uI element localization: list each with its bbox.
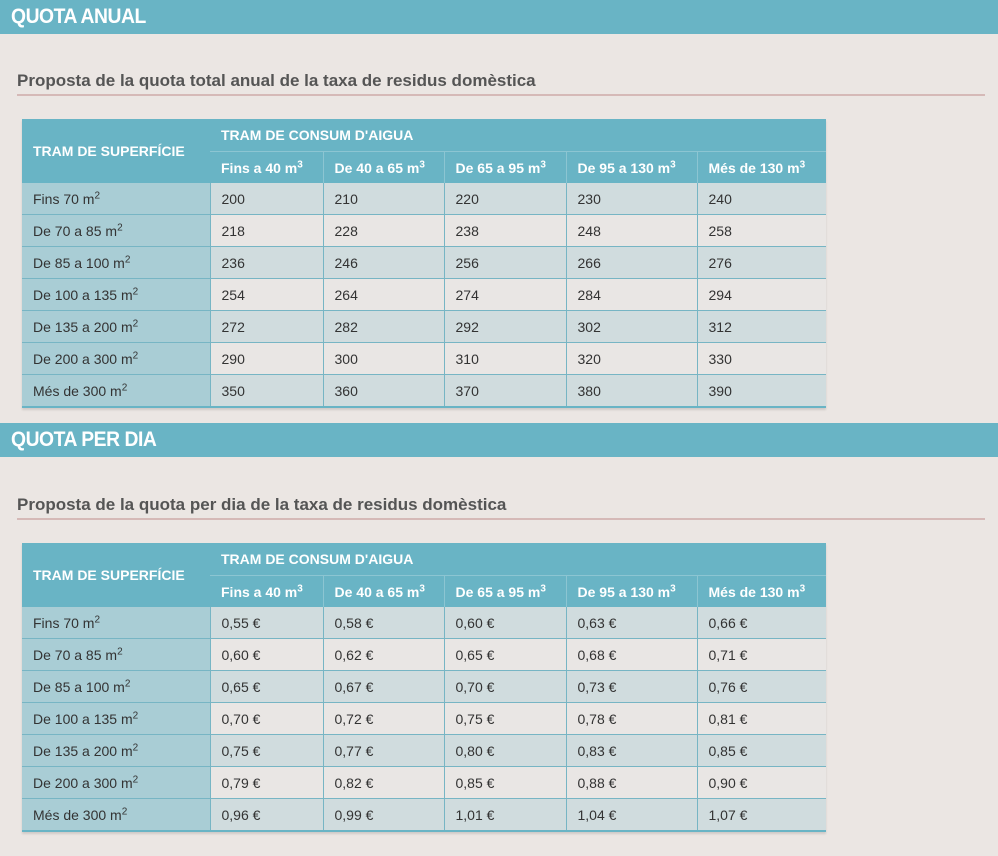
table-cell: 350 bbox=[210, 375, 323, 408]
column-header-label: Més de 130 m bbox=[708, 583, 800, 600]
group-header-label: TRAM DE CONSUM D'AIGUA bbox=[210, 543, 826, 576]
table-cell: 248 bbox=[566, 215, 697, 247]
table-cell: 258 bbox=[697, 215, 826, 247]
row-label bbox=[22, 703, 210, 735]
table-cell: 210 bbox=[323, 183, 444, 215]
row-header-label: TRAM DE SUPERFÍCIE bbox=[22, 543, 210, 607]
unit-exponent: 2 bbox=[132, 349, 139, 361]
table-cell: 0,66 € bbox=[697, 607, 826, 639]
table-row bbox=[22, 247, 826, 279]
row-label bbox=[22, 799, 210, 832]
table-row bbox=[22, 311, 826, 343]
unit-exponent: 2 bbox=[132, 709, 139, 721]
table-cell: 218 bbox=[210, 215, 323, 247]
table-row bbox=[22, 607, 826, 639]
table-cell: 0,88 € bbox=[566, 767, 697, 799]
table-cell: 0,63 € bbox=[566, 607, 697, 639]
table-cell: 294 bbox=[697, 279, 826, 311]
table-cell: 290 bbox=[210, 343, 323, 375]
unit-exponent: 3 bbox=[799, 158, 806, 170]
row-label bbox=[22, 279, 210, 311]
unit-exponent: 2 bbox=[117, 645, 123, 657]
table-cell: 0,77 € bbox=[323, 735, 444, 767]
column-header bbox=[697, 576, 826, 608]
table-cell: 0,68 € bbox=[566, 639, 697, 671]
group-header-label: TRAM DE CONSUM D'AIGUA bbox=[210, 119, 826, 152]
row-label bbox=[22, 247, 210, 279]
row-label-text: De 70 a 85 m bbox=[33, 222, 118, 239]
column-header-label: Fins a 40 m bbox=[221, 159, 298, 176]
column-header bbox=[210, 152, 323, 184]
unit-exponent: 3 bbox=[670, 158, 676, 170]
table-cell: 240 bbox=[697, 183, 826, 215]
row-label bbox=[22, 767, 210, 799]
table-cell: 1,07 € bbox=[697, 799, 826, 832]
row-label-text: De 100 a 135 m bbox=[33, 286, 133, 303]
unit-exponent: 3 bbox=[419, 582, 425, 594]
table-cell: 390 bbox=[697, 375, 826, 408]
row-label-text: De 100 a 135 m bbox=[33, 710, 133, 727]
column-header bbox=[444, 576, 566, 608]
table-cell: 0,70 € bbox=[210, 703, 323, 735]
unit-exponent: 2 bbox=[121, 381, 128, 393]
table-cell: 282 bbox=[323, 311, 444, 343]
table-row bbox=[22, 799, 826, 832]
column-header-label: De 40 a 65 m bbox=[334, 583, 420, 600]
table-cell: 0,90 € bbox=[697, 767, 826, 799]
row-label bbox=[22, 343, 210, 375]
unit-exponent: 2 bbox=[132, 773, 139, 785]
table-cell: 0,67 € bbox=[323, 671, 444, 703]
column-header-label: De 95 a 130 m bbox=[577, 159, 671, 176]
unit-exponent: 3 bbox=[419, 158, 425, 170]
column-header bbox=[566, 152, 697, 184]
section-subtitle: Proposta de la quota total anual de la taxa de residus domèstica bbox=[17, 70, 985, 96]
row-label-text: De 200 a 300 m bbox=[33, 350, 133, 367]
column-header-label: Fins a 40 m bbox=[221, 583, 298, 600]
unit-exponent: 2 bbox=[132, 285, 139, 297]
unit-exponent: 2 bbox=[124, 677, 131, 689]
table-cell: 0,58 € bbox=[323, 607, 444, 639]
table-row bbox=[22, 215, 826, 247]
unit-exponent: 2 bbox=[121, 805, 128, 817]
table-cell: 1,04 € bbox=[566, 799, 697, 832]
table-cell: 292 bbox=[444, 311, 566, 343]
table-cell: 0,99 € bbox=[323, 799, 444, 832]
row-label-text: Més de 300 m bbox=[33, 382, 122, 399]
table-row bbox=[22, 639, 826, 671]
table-cell: 228 bbox=[323, 215, 444, 247]
table-row bbox=[22, 279, 826, 311]
unit-exponent: 3 bbox=[799, 582, 806, 594]
table-row bbox=[22, 671, 826, 703]
table-cell: 264 bbox=[323, 279, 444, 311]
unit-exponent: 2 bbox=[117, 221, 123, 233]
table-cell: 312 bbox=[697, 311, 826, 343]
table-cell: 0,75 € bbox=[444, 703, 566, 735]
row-label bbox=[22, 607, 210, 639]
table-cell: 0,79 € bbox=[210, 767, 323, 799]
table-cell: 256 bbox=[444, 247, 566, 279]
column-header-label: De 65 a 95 m bbox=[455, 159, 541, 176]
table-cell: 0,60 € bbox=[444, 607, 566, 639]
table-cell: 380 bbox=[566, 375, 697, 408]
row-label-text: Més de 300 m bbox=[33, 806, 122, 823]
column-header-label: Més de 130 m bbox=[708, 159, 800, 176]
unit-exponent: 2 bbox=[124, 253, 131, 265]
table-cell: 0,96 € bbox=[210, 799, 323, 832]
table-cell: 310 bbox=[444, 343, 566, 375]
table-cell: 0,55 € bbox=[210, 607, 323, 639]
row-label bbox=[22, 311, 210, 343]
table-cell: 0,78 € bbox=[566, 703, 697, 735]
table-cell: 0,85 € bbox=[697, 735, 826, 767]
section-heading-quota-anual bbox=[0, 0, 998, 34]
table-cell: 302 bbox=[566, 311, 697, 343]
table-row bbox=[22, 183, 826, 215]
row-label-text: Fins 70 m bbox=[33, 190, 95, 207]
table-cell: 0,65 € bbox=[444, 639, 566, 671]
table-cell: 0,72 € bbox=[323, 703, 444, 735]
unit-exponent: 3 bbox=[670, 582, 676, 594]
row-label-text: De 70 a 85 m bbox=[33, 646, 118, 663]
column-header-label: De 40 a 65 m bbox=[334, 159, 420, 176]
table-cell: 254 bbox=[210, 279, 323, 311]
column-header-label: De 65 a 95 m bbox=[455, 583, 541, 600]
table-cell: 236 bbox=[210, 247, 323, 279]
table-cell: 266 bbox=[566, 247, 697, 279]
table-cell: 0,70 € bbox=[444, 671, 566, 703]
table-cell: 0,80 € bbox=[444, 735, 566, 767]
table-cell: 1,01 € bbox=[444, 799, 566, 832]
table-cell: 274 bbox=[444, 279, 566, 311]
column-header bbox=[444, 152, 566, 184]
table-row bbox=[22, 375, 826, 408]
column-header bbox=[323, 576, 444, 608]
section-subtitle: Proposta de la quota per dia de la taxa de residus domèstica bbox=[17, 494, 985, 520]
column-header bbox=[323, 152, 444, 184]
daily-fee-table bbox=[22, 543, 826, 832]
unit-exponent: 3 bbox=[297, 582, 303, 594]
table-cell: 0,65 € bbox=[210, 671, 323, 703]
table-cell: 0,73 € bbox=[566, 671, 697, 703]
column-header-label: De 95 a 130 m bbox=[577, 583, 671, 600]
row-label-text: De 135 a 200 m bbox=[33, 318, 133, 335]
table-cell: 230 bbox=[566, 183, 697, 215]
column-header bbox=[697, 152, 826, 184]
table-row bbox=[22, 343, 826, 375]
row-label bbox=[22, 215, 210, 247]
table-cell: 0,71 € bbox=[697, 639, 826, 671]
table-cell: 0,83 € bbox=[566, 735, 697, 767]
column-header bbox=[210, 576, 323, 608]
row-label-text: De 85 a 100 m bbox=[33, 678, 125, 695]
table-cell: 0,75 € bbox=[210, 735, 323, 767]
table-cell: 300 bbox=[323, 343, 444, 375]
row-label-text: De 85 a 100 m bbox=[33, 254, 125, 271]
table-cell: 320 bbox=[566, 343, 697, 375]
unit-exponent: 3 bbox=[540, 582, 546, 594]
table-cell: 0,85 € bbox=[444, 767, 566, 799]
row-label-text: Fins 70 m bbox=[33, 614, 95, 631]
unit-exponent: 3 bbox=[540, 158, 546, 170]
table-cell: 276 bbox=[697, 247, 826, 279]
unit-exponent: 3 bbox=[297, 158, 303, 170]
unit-exponent: 2 bbox=[132, 317, 139, 329]
annual-fee-table bbox=[22, 119, 826, 408]
table-cell: 200 bbox=[210, 183, 323, 215]
row-label-text: De 200 a 300 m bbox=[33, 774, 133, 791]
table-cell: 360 bbox=[323, 375, 444, 408]
row-label bbox=[22, 375, 210, 408]
unit-exponent: 2 bbox=[94, 613, 101, 625]
table-cell: 0,60 € bbox=[210, 639, 323, 671]
table-cell: 370 bbox=[444, 375, 566, 408]
table-cell: 238 bbox=[444, 215, 566, 247]
table-cell: 0,76 € bbox=[697, 671, 826, 703]
row-label bbox=[22, 639, 210, 671]
table-cell: 330 bbox=[697, 343, 826, 375]
section-heading-quota-per-dia bbox=[0, 423, 998, 457]
table-cell: 0,62 € bbox=[323, 639, 444, 671]
row-label bbox=[22, 671, 210, 703]
table-row bbox=[22, 703, 826, 735]
table-cell: 0,82 € bbox=[323, 767, 444, 799]
row-label bbox=[22, 735, 210, 767]
table-cell: 284 bbox=[566, 279, 697, 311]
table-cell: 272 bbox=[210, 311, 323, 343]
unit-exponent: 2 bbox=[132, 741, 139, 753]
table-cell: 220 bbox=[444, 183, 566, 215]
row-label bbox=[22, 183, 210, 215]
unit-exponent: 2 bbox=[94, 189, 101, 201]
row-label-text: De 135 a 200 m bbox=[33, 742, 133, 759]
table-row bbox=[22, 767, 826, 799]
table-cell: 246 bbox=[323, 247, 444, 279]
table-row bbox=[22, 735, 826, 767]
section-heading-text: QUOTA ANUAL bbox=[11, 5, 146, 28]
table-cell: 0,81 € bbox=[697, 703, 826, 735]
row-header-label: TRAM DE SUPERFÍCIE bbox=[22, 119, 210, 183]
column-header bbox=[566, 576, 697, 608]
section-heading-text: QUOTA PER DIA bbox=[11, 428, 157, 451]
